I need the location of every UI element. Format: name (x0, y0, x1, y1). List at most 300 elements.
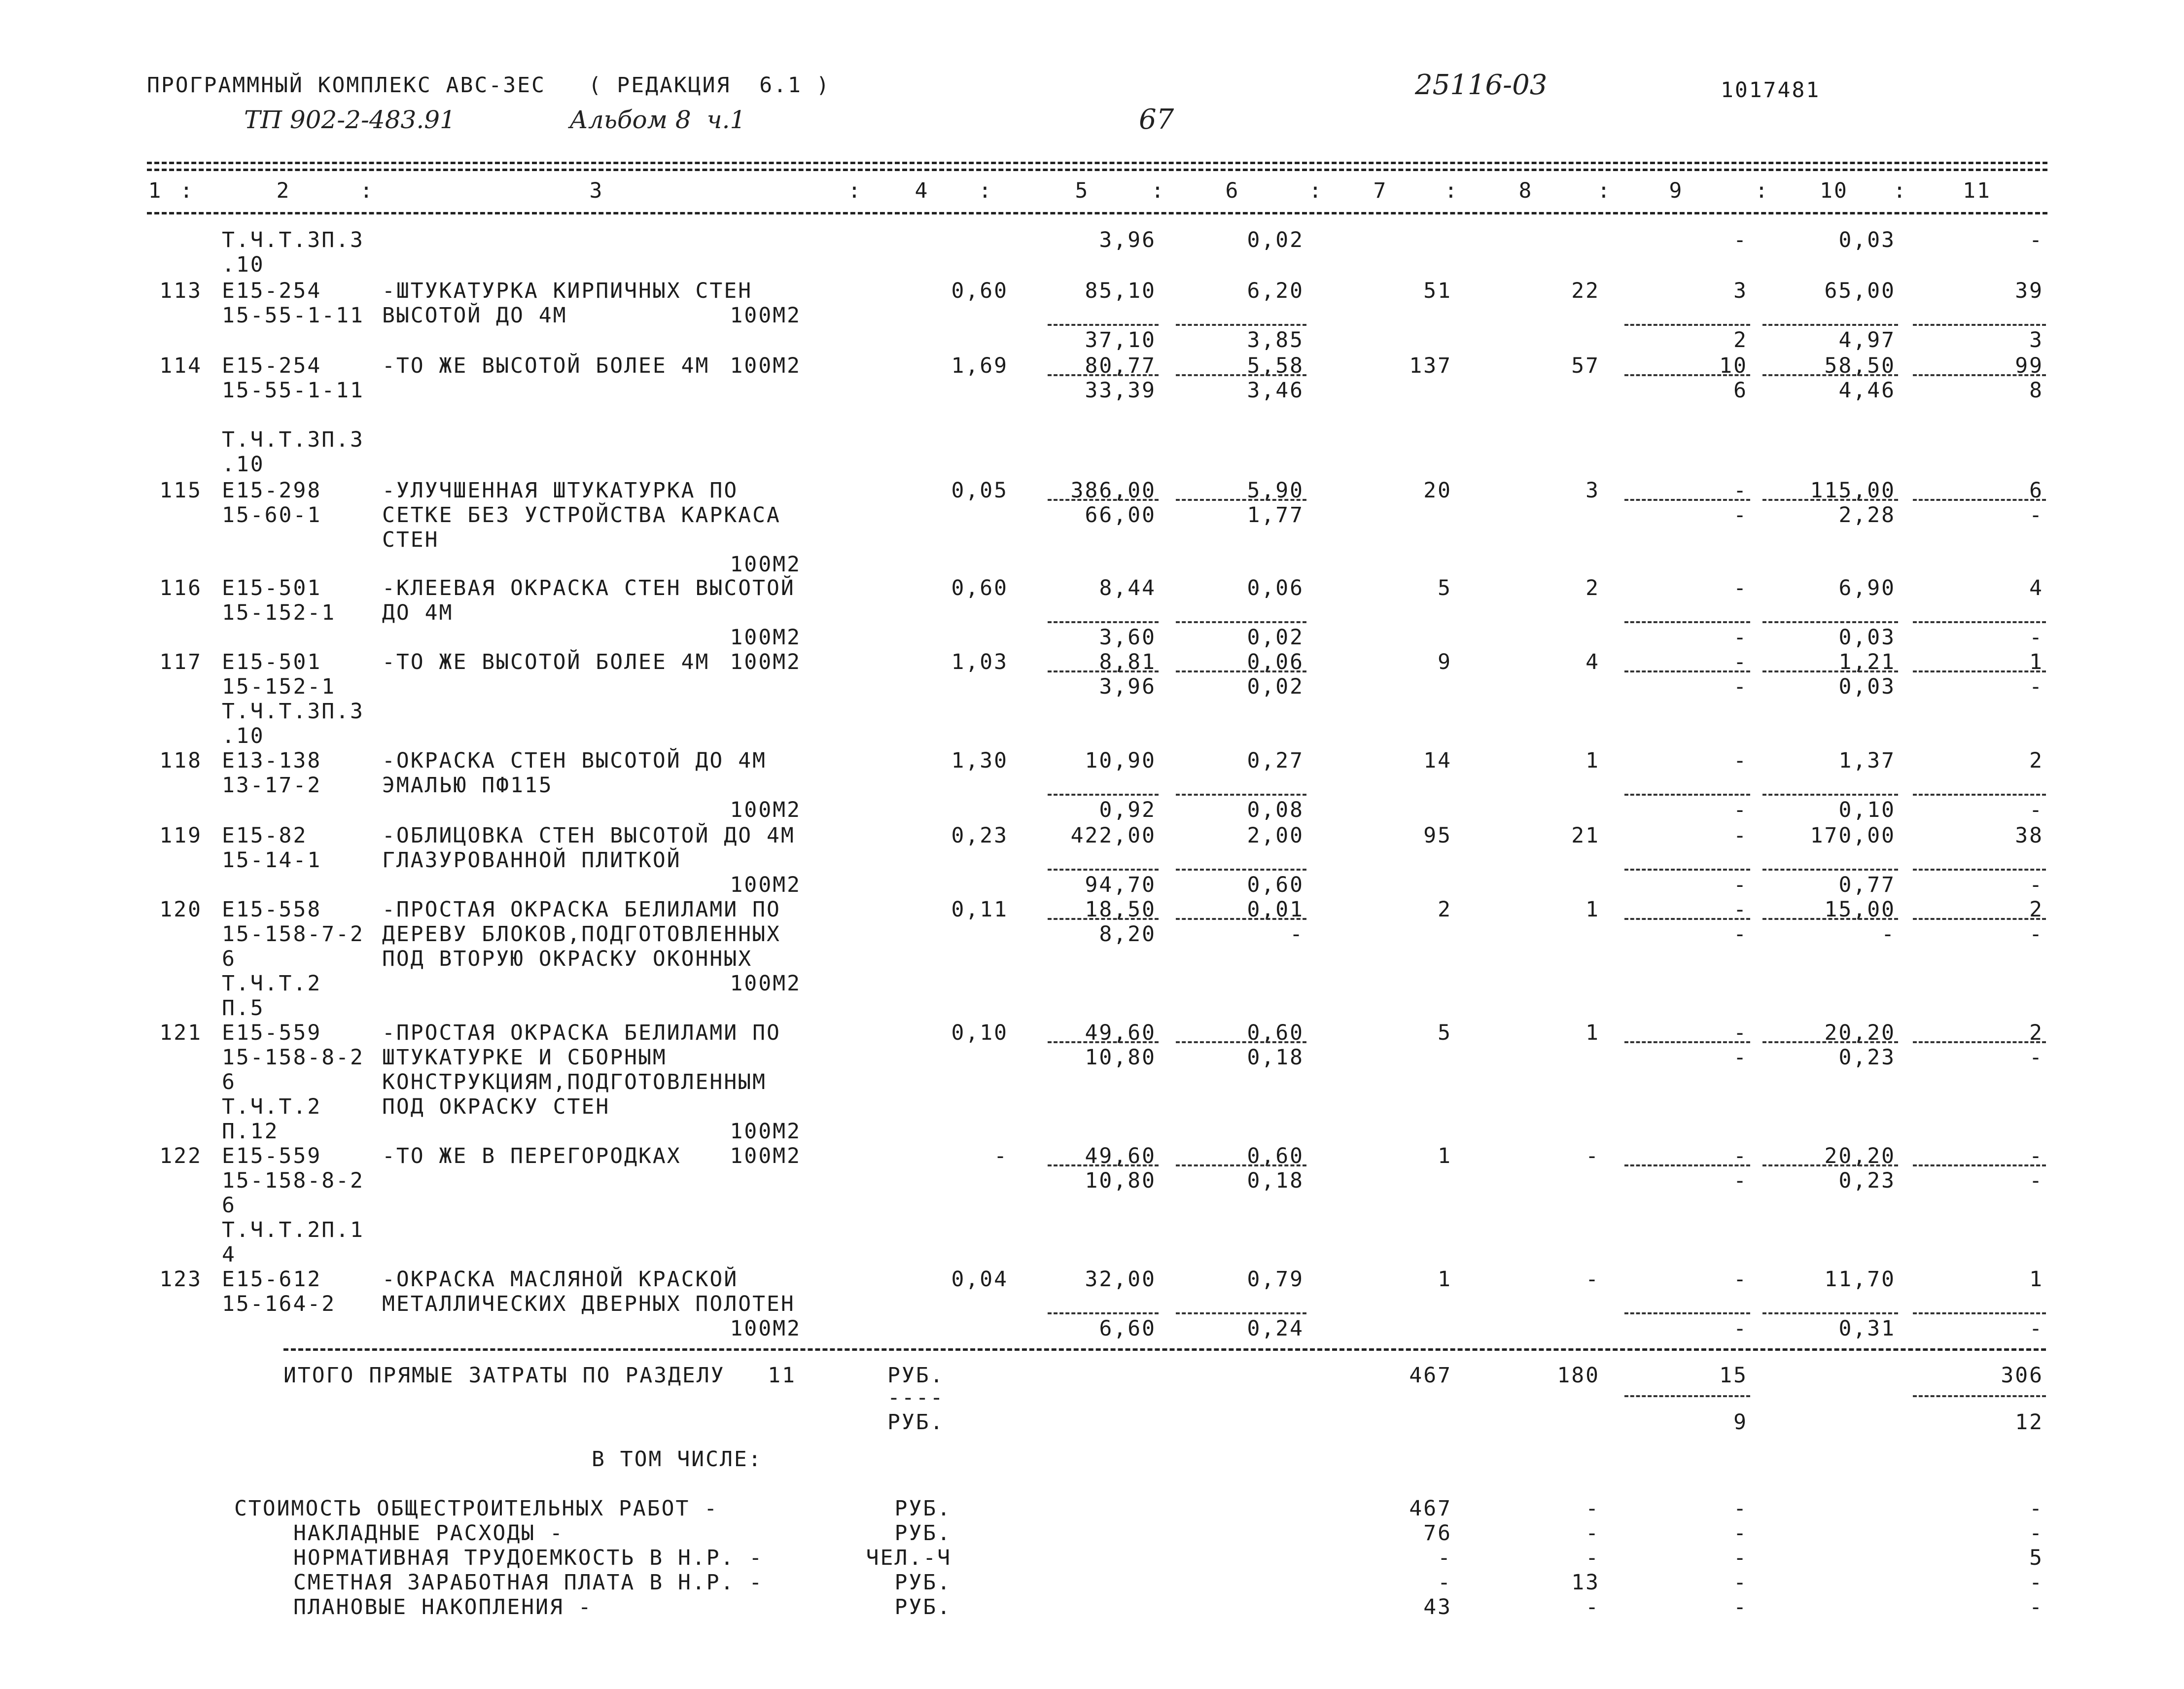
cell-col-10-wage: - (1881, 922, 1896, 947)
unit-of-measure: 100М2 (730, 650, 801, 674)
summary-col-7: 76 (1423, 1521, 1452, 1546)
separator-rule (1176, 794, 1306, 796)
column-separator: : (979, 178, 993, 203)
summary-col-8: - (1585, 1496, 1600, 1521)
cell-col-11-wage: - (2029, 674, 2043, 699)
work-description: -ОКРАСКА МАСЛЯНОЙ КРАСКОЙ (382, 1267, 739, 1292)
column-separator: : (360, 178, 374, 203)
cell-col-11-wage: - (2029, 1168, 2043, 1193)
summary-col-11: - (2029, 1595, 2043, 1619)
cell-col-10: 1,37 (1838, 748, 1896, 773)
totals-unit-dash: ---- (887, 1385, 945, 1410)
summary-unit: РУБ. (894, 1570, 951, 1595)
cell-col-5: 85,10 (1085, 279, 1156, 303)
summary-col-11: - (2029, 1570, 2043, 1595)
row-number: 123 (159, 1267, 202, 1292)
summary-col-7: - (1438, 1570, 1452, 1595)
separator-rule (1176, 1312, 1306, 1314)
work-description: -ПРОСТАЯ ОКРАСКА БЕЛИЛАМИ ПО (382, 897, 781, 922)
cell-col-5-wage: 3,96 (1099, 674, 1156, 699)
work-description: -КЛЕЕВАЯ ОКРАСКА СТЕН ВЫСОТОЙ (382, 576, 795, 600)
cell-col-4: 1,30 (951, 748, 1008, 773)
cell-col-11-wage: - (2029, 1316, 2043, 1341)
rate-code: 15-152-1 (222, 600, 336, 625)
rate-code: Е15-254 (222, 279, 322, 303)
cell-col-6-wage: 0,24 (1247, 1316, 1304, 1341)
rate-code: Т.Ч.Т.3П.3 (222, 427, 364, 452)
unit-of-measure: 100М2 (730, 873, 801, 897)
work-description: ДЕРЕВУ БЛОКОВ,ПОДГОТОВЛЕННЫХ (382, 922, 781, 947)
cell-col-6-wage: 0,08 (1247, 798, 1304, 822)
separator-rule (1624, 869, 1750, 871)
rate-code: Е15-298 (222, 478, 322, 503)
rate-code: Т.Ч.Т.2 (222, 971, 322, 996)
rate-code: 15-158-8-2 (222, 1045, 364, 1070)
cell-col-9: - (1733, 576, 1748, 600)
row-number: 115 (159, 478, 202, 503)
work-description: СТЕН (382, 528, 439, 552)
cell-col-11-wage: - (2029, 503, 2043, 528)
work-description: -ПРОСТАЯ ОКРАСКА БЕЛИЛАМИ ПО (382, 1020, 781, 1045)
work-description: -ШТУКАТУРКА КИРПИЧНЫХ СТЕН (382, 279, 753, 303)
work-description: СЕТКЕ БЕЗ УСТРОЙСТВА КАРКАСА (382, 503, 781, 528)
cell-col-9-wage: - (1733, 1168, 1748, 1193)
summary-col-9: - (1733, 1595, 1748, 1619)
cell-col-10-wage: 2,28 (1838, 503, 1896, 528)
cell-col-9: - (1733, 478, 1748, 503)
cell-col-6: 5,90 (1247, 478, 1304, 503)
totals-unit-wage: РУБ. (887, 1410, 945, 1435)
cell-col-6-wage: - (1290, 922, 1304, 947)
summary-col-9: - (1733, 1521, 1748, 1546)
cell-col-5-wage: 66,00 (1085, 503, 1156, 528)
cell-col-6: 0,06 (1247, 576, 1304, 600)
cell-col-5: 18,50 (1085, 897, 1156, 922)
summary-label: НОРМАТИВНАЯ ТРУДОЕМКОСТЬ В Н.Р. - (293, 1546, 764, 1570)
column-header-3: 3 (589, 178, 604, 203)
cell-col-11-wage: 8 (2029, 378, 2043, 403)
rate-code: .10 (222, 252, 265, 277)
cell-col-10-wage: 4,46 (1838, 378, 1896, 403)
cell-col-9-wage: - (1733, 922, 1748, 947)
cell-col-6: 5,58 (1247, 353, 1304, 378)
rate-code: Т.Ч.Т.3П.3 (222, 228, 364, 252)
cell-col-5: 80,77 (1085, 353, 1156, 378)
cell-col-11: 39 (2015, 279, 2043, 303)
cell-col-10: 1,21 (1838, 650, 1896, 674)
cell-col-8: 3 (1585, 478, 1600, 503)
separator-rule (1762, 918, 1898, 920)
totals-col-9: 15 (1719, 1363, 1748, 1388)
cell-col-8: 21 (1571, 823, 1600, 848)
rate-code: 15-14-1 (222, 848, 322, 873)
cell-col-4: 1,69 (951, 353, 1008, 378)
work-description: -ТО ЖЕ В ПЕРЕГОРОДКАХ (382, 1144, 681, 1168)
rate-code: Е15-558 (222, 897, 322, 922)
summary-unit: РУБ. (894, 1595, 951, 1619)
rate-code: 15-152-1 (222, 674, 336, 699)
cell-col-9: - (1733, 748, 1748, 773)
separator-rule (1624, 324, 1750, 326)
rate-code: 13-17-2 (222, 773, 322, 798)
cell-col-9: - (1733, 1267, 1748, 1292)
work-description: -УЛУЧШЕННАЯ ШТУКАТУРКА ПО (382, 478, 739, 503)
cell-col-10: 58,50 (1824, 353, 1896, 378)
cell-col-5: 386,00 (1070, 478, 1156, 503)
summary-col-8: - (1585, 1595, 1600, 1619)
cell-col-6: 0,60 (1247, 1020, 1304, 1045)
column-separator: : (1597, 178, 1612, 203)
rate-code: Т.Ч.Т.2П.1 (222, 1218, 364, 1242)
row-number: 114 (159, 353, 202, 378)
separator-rule (1048, 621, 1159, 623)
summary-col-9: - (1733, 1546, 1748, 1570)
separator-rule (1624, 499, 1750, 501)
separator-rule (1624, 621, 1750, 623)
work-description: ГЛАЗУРОВАННОЙ ПЛИТКОЙ (382, 848, 681, 873)
column-separator: : (1893, 178, 1907, 203)
separator-rule (1048, 918, 1159, 920)
unit-of-measure: 100М2 (730, 798, 801, 822)
cell-col-5: 8,81 (1099, 650, 1156, 674)
including-heading: В ТОМ ЧИСЛЕ: (592, 1447, 763, 1472)
column-separator: : (1444, 178, 1459, 203)
column-separator: : (1309, 178, 1323, 203)
cell-col-5-wage: 37,10 (1085, 328, 1156, 352)
separator-rule (1048, 670, 1159, 672)
unit-of-measure: 100М2 (730, 1316, 801, 1341)
cell-col-10: 170,00 (1810, 823, 1896, 848)
rate-code: 15-55-1-11 (222, 378, 364, 403)
unit-of-measure: 100М2 (730, 1119, 801, 1144)
header-rule-bottom (147, 212, 2047, 214)
column-header-1: 1 (148, 178, 163, 203)
row-number: 118 (159, 748, 202, 773)
row-number: 122 (159, 1144, 202, 1168)
totals-label: ИТОГО ПРЯМЫЕ ЗАТРАТЫ ПО РАЗДЕЛУ 11 (283, 1363, 796, 1388)
cell-col-4: 0,05 (951, 478, 1008, 503)
cell-col-9: - (1733, 1020, 1748, 1045)
row-number: 120 (159, 897, 202, 922)
separator-rule (1913, 918, 2046, 920)
separator-rule (1762, 324, 1898, 326)
cell-col-7: 1 (1438, 1267, 1452, 1292)
cell-col-9: 10 (1719, 353, 1748, 378)
separator-rule (1176, 324, 1306, 326)
handwritten-album: Альбом 8 ч.1 (569, 106, 746, 134)
cell-col-11: 2 (2029, 897, 2043, 922)
cell-col-4: 0,60 (951, 279, 1008, 303)
separator-rule (1913, 1312, 2046, 1314)
summary-col-8: - (1585, 1546, 1600, 1570)
cell-col-10-wage: 0,23 (1838, 1045, 1896, 1070)
separator-rule (1762, 670, 1898, 672)
work-description: ПОД ВТОРУЮ ОКРАСКУ ОКОННЫХ (382, 947, 753, 971)
row-number: 116 (159, 576, 202, 600)
summary-col-8: 13 (1571, 1570, 1600, 1595)
header-rule-top-2 (147, 169, 2047, 171)
totals-col-8: 180 (1557, 1363, 1600, 1388)
separator-rule (1624, 794, 1750, 796)
separator-rule (1048, 1041, 1159, 1043)
cell-col-5: 8,44 (1099, 576, 1156, 600)
cell-col-11: 99 (2015, 353, 2043, 378)
column-header-2: 2 (276, 178, 291, 203)
separator-rule (1048, 499, 1159, 501)
cell-col-10: 20,20 (1824, 1144, 1896, 1168)
rate-code: Е13-138 (222, 748, 322, 773)
cell-col-4: - (994, 1144, 1008, 1168)
cell-col-10-wage: 0,03 (1838, 674, 1896, 699)
separator-rule (1913, 1041, 2046, 1043)
separator-rule (1913, 324, 2046, 326)
cell-col-10-wage: 0,31 (1838, 1316, 1896, 1341)
cell-col-6-wage: 3,46 (1247, 378, 1304, 403)
rate-code: 15-60-1 (222, 503, 322, 528)
cell-col-6: 2,00 (1247, 823, 1304, 848)
cell-col-9-wage: - (1733, 228, 1748, 252)
cell-col-9: 3 (1733, 279, 1748, 303)
cell-col-7: 20 (1423, 478, 1452, 503)
separator-rule (1913, 1395, 2046, 1397)
separator-rule (1176, 670, 1306, 672)
cell-col-11-wage: - (2029, 798, 2043, 822)
separator-rule (1762, 1312, 1898, 1314)
rate-code: 15-55-1-11 (222, 303, 364, 328)
column-header-5: 5 (1075, 178, 1090, 203)
column-header-8: 8 (1518, 178, 1533, 203)
cell-col-11: 38 (2015, 823, 2043, 848)
cell-col-4: 0,60 (951, 576, 1008, 600)
cell-col-11: 1 (2029, 650, 2043, 674)
cell-col-8: 1 (1585, 1020, 1600, 1045)
header-rule-top (147, 162, 2047, 164)
cell-col-6: 0,27 (1247, 748, 1304, 773)
rate-code: 15-164-2 (222, 1292, 336, 1316)
cell-col-10-wage: 0,77 (1838, 873, 1896, 897)
separator-rule (1624, 918, 1750, 920)
cell-col-5-wage: 10,80 (1085, 1168, 1156, 1193)
separator-rule (1762, 794, 1898, 796)
cell-col-5: 32,00 (1085, 1267, 1156, 1292)
cell-col-6: 0,06 (1247, 650, 1304, 674)
cell-col-6-wage: 1,77 (1247, 503, 1304, 528)
separator-rule (1624, 1164, 1750, 1166)
cell-col-11-wage: - (2029, 625, 2043, 650)
cell-col-9-wage: - (1733, 625, 1748, 650)
totals-col-11-wage: 12 (2015, 1410, 2043, 1435)
cell-col-9: - (1733, 650, 1748, 674)
rate-code: .10 (222, 452, 265, 477)
work-description: -ОКРАСКА СТЕН ВЫСОТОЙ ДО 4М (382, 748, 767, 773)
rate-code: Е15-559 (222, 1020, 322, 1045)
handwritten-project-code: ТП 902-2-483.91 (244, 106, 456, 134)
rate-code: .10 (222, 724, 265, 748)
column-header-6: 6 (1225, 178, 1240, 203)
summary-col-9: - (1733, 1570, 1748, 1595)
summary-unit: РУБ. (894, 1496, 951, 1521)
rate-code: 6 (222, 1193, 236, 1218)
cell-col-8: - (1585, 1144, 1600, 1168)
separator-rule (1913, 499, 2046, 501)
cell-col-9-wage: - (1733, 1045, 1748, 1070)
cell-col-9-wage: 2 (1733, 328, 1748, 352)
cell-col-7: 14 (1423, 748, 1452, 773)
cell-col-10-wage: 4,97 (1838, 328, 1896, 352)
cell-col-5: 422,00 (1070, 823, 1156, 848)
separator-rule (1176, 918, 1306, 920)
cell-col-5: 49,60 (1085, 1144, 1156, 1168)
rate-code: 6 (222, 1070, 236, 1094)
separator-rule (1913, 1164, 2046, 1166)
cell-col-4: 0,11 (951, 897, 1008, 922)
rate-code: 6 (222, 947, 236, 971)
unit-of-measure: 100М2 (730, 1144, 801, 1168)
rate-code: Т.Ч.Т.2 (222, 1094, 322, 1119)
separator-rule (1176, 374, 1306, 376)
cell-col-7: 137 (1409, 353, 1452, 378)
cell-col-4: 0,23 (951, 823, 1008, 848)
cell-col-7: 5 (1438, 1020, 1452, 1045)
cell-col-5-wage: 3,60 (1099, 625, 1156, 650)
cell-col-10: 65,00 (1824, 279, 1896, 303)
column-header-10: 10 (1820, 178, 1848, 203)
cell-col-9: - (1733, 897, 1748, 922)
separator-rule (1762, 1041, 1898, 1043)
rate-code: Е15-82 (222, 823, 308, 848)
column-separator: : (1151, 178, 1165, 203)
column-header-9: 9 (1669, 178, 1684, 203)
cell-col-6: 0,60 (1247, 1144, 1304, 1168)
row-number: 113 (159, 279, 202, 303)
cell-col-9-wage: - (1733, 674, 1748, 699)
separator-rule (1624, 1041, 1750, 1043)
totals-col-9-wage: 9 (1733, 1410, 1748, 1435)
handwritten-doc-code: 25116-03 (1415, 69, 1548, 101)
work-description: -ТО ЖЕ ВЫСОТОЙ БОЛЕЕ 4М (382, 353, 710, 378)
cell-col-5-wage: 6,60 (1099, 1316, 1156, 1341)
cell-col-5-wage: 10,80 (1085, 1045, 1156, 1070)
cell-col-11: 2 (2029, 1020, 2043, 1045)
rate-code: Е15-559 (222, 1144, 322, 1168)
cell-col-6: 6,20 (1247, 279, 1304, 303)
cell-col-5-wage: 3,96 (1099, 228, 1156, 252)
column-header-11: 11 (1963, 178, 1991, 203)
document-number: 1017481 (1721, 78, 1821, 103)
cell-col-6-wage: 3,85 (1247, 328, 1304, 352)
column-separator: : (1755, 178, 1769, 203)
summary-col-7: - (1438, 1546, 1452, 1570)
separator-rule (1762, 374, 1898, 376)
separator-rule (1762, 499, 1898, 501)
cell-col-6-wage: 0,18 (1247, 1045, 1304, 1070)
rate-code: П.12 (222, 1119, 279, 1144)
column-separator: : (848, 178, 862, 203)
cell-col-10-wage: 0,23 (1838, 1168, 1896, 1193)
work-description: ПОД ОКРАСКУ СТЕН (382, 1094, 610, 1119)
cell-col-4: 0,10 (951, 1020, 1008, 1045)
separator-rule (1913, 670, 2046, 672)
summary-col-11: - (2029, 1496, 2043, 1521)
cell-col-11-wage: - (2029, 873, 2043, 897)
separator-rule (1624, 374, 1750, 376)
cell-col-5-wage: 0,92 (1099, 798, 1156, 822)
cell-col-11: 4 (2029, 576, 2043, 600)
cell-col-9: - (1733, 1144, 1748, 1168)
rate-code: Е15-254 (222, 353, 322, 378)
separator-rule (1176, 499, 1306, 501)
cell-col-8: 4 (1585, 650, 1600, 674)
work-description: МЕТАЛЛИЧЕСКИХ ДВЕРНЫХ ПОЛОТЕН (382, 1292, 795, 1316)
column-header-7: 7 (1373, 178, 1388, 203)
cell-col-9: - (1733, 823, 1748, 848)
cell-col-5-wage: 33,39 (1085, 378, 1156, 403)
cell-col-11-wage: - (2029, 228, 2043, 252)
cell-col-7: 1 (1438, 1144, 1452, 1168)
summary-label: ПЛАНОВЫЕ НАКОПЛЕНИЯ - (293, 1595, 593, 1619)
summary-label: СМЕТНАЯ ЗАРАБОТНАЯ ПЛАТА В Н.Р. - (293, 1570, 764, 1595)
separator-rule (1913, 621, 2046, 623)
rate-code: П.5 (222, 996, 265, 1020)
work-description: -ТО ЖЕ ВЫСОТОЙ БОЛЕЕ 4М (382, 650, 710, 674)
unit-of-measure: 100М2 (730, 303, 801, 328)
row-number: 121 (159, 1020, 202, 1045)
totals-col-11: 306 (2001, 1363, 2043, 1388)
cell-col-8: 22 (1571, 279, 1600, 303)
cell-col-11: 1 (2029, 1267, 2043, 1292)
work-description: КОНСТРУКЦИЯМ,ПОДГОТОВЛЕННЫМ (382, 1070, 767, 1094)
cell-col-10-wage: 0,03 (1838, 625, 1896, 650)
separator-rule (1762, 869, 1898, 871)
separator-rule (1176, 1164, 1306, 1166)
summary-unit: ЧЕЛ.-Ч (866, 1546, 951, 1570)
cell-col-9-wage: - (1733, 798, 1748, 822)
rate-code: Е15-612 (222, 1267, 322, 1292)
cell-col-6-wage: 0,02 (1247, 625, 1304, 650)
totals-unit: РУБ. (887, 1363, 945, 1388)
unit-of-measure: 100М2 (730, 353, 801, 378)
cell-col-8: - (1585, 1267, 1600, 1292)
unit-of-measure: 100М2 (730, 552, 801, 577)
cell-col-10: 115,00 (1810, 478, 1896, 503)
page-number: 67 (1139, 104, 1174, 136)
separator-rule (1048, 1164, 1159, 1166)
separator-rule (1176, 621, 1306, 623)
cell-col-5-wage: 94,70 (1085, 873, 1156, 897)
separator-rule (1048, 794, 1159, 796)
separator-rule (1048, 374, 1159, 376)
rate-code: Т.Ч.Т.3П.3 (222, 699, 364, 724)
separator-rule (1762, 621, 1898, 623)
rate-code: 15-158-7-2 (222, 922, 364, 947)
separator-rule (1913, 374, 2046, 376)
cell-col-7: 51 (1423, 279, 1452, 303)
separator-rule (1762, 1164, 1898, 1166)
unit-of-measure: 100М2 (730, 625, 801, 650)
rate-code: Е15-501 (222, 650, 322, 674)
totals-col-7: 467 (1409, 1363, 1452, 1388)
work-description: -ОБЛИЦОВКА СТЕН ВЫСОТОЙ ДО 4М (382, 823, 795, 848)
separator-rule (1624, 670, 1750, 672)
program-header: ПРОГРАММНЫЙ КОМПЛЕКС АВС-3ЕС ( РЕДАКЦИЯ 6.1 ) (147, 73, 831, 98)
work-description: ВЫСОТОЙ ДО 4М (382, 303, 567, 328)
cell-col-6-wage: 0,02 (1247, 228, 1304, 252)
cell-col-5: 49,60 (1085, 1020, 1156, 1045)
separator-rule (1176, 1041, 1306, 1043)
unit-of-measure: 100М2 (730, 971, 801, 996)
cell-col-6-wage: 0,02 (1247, 674, 1304, 699)
row-number: 117 (159, 650, 202, 674)
